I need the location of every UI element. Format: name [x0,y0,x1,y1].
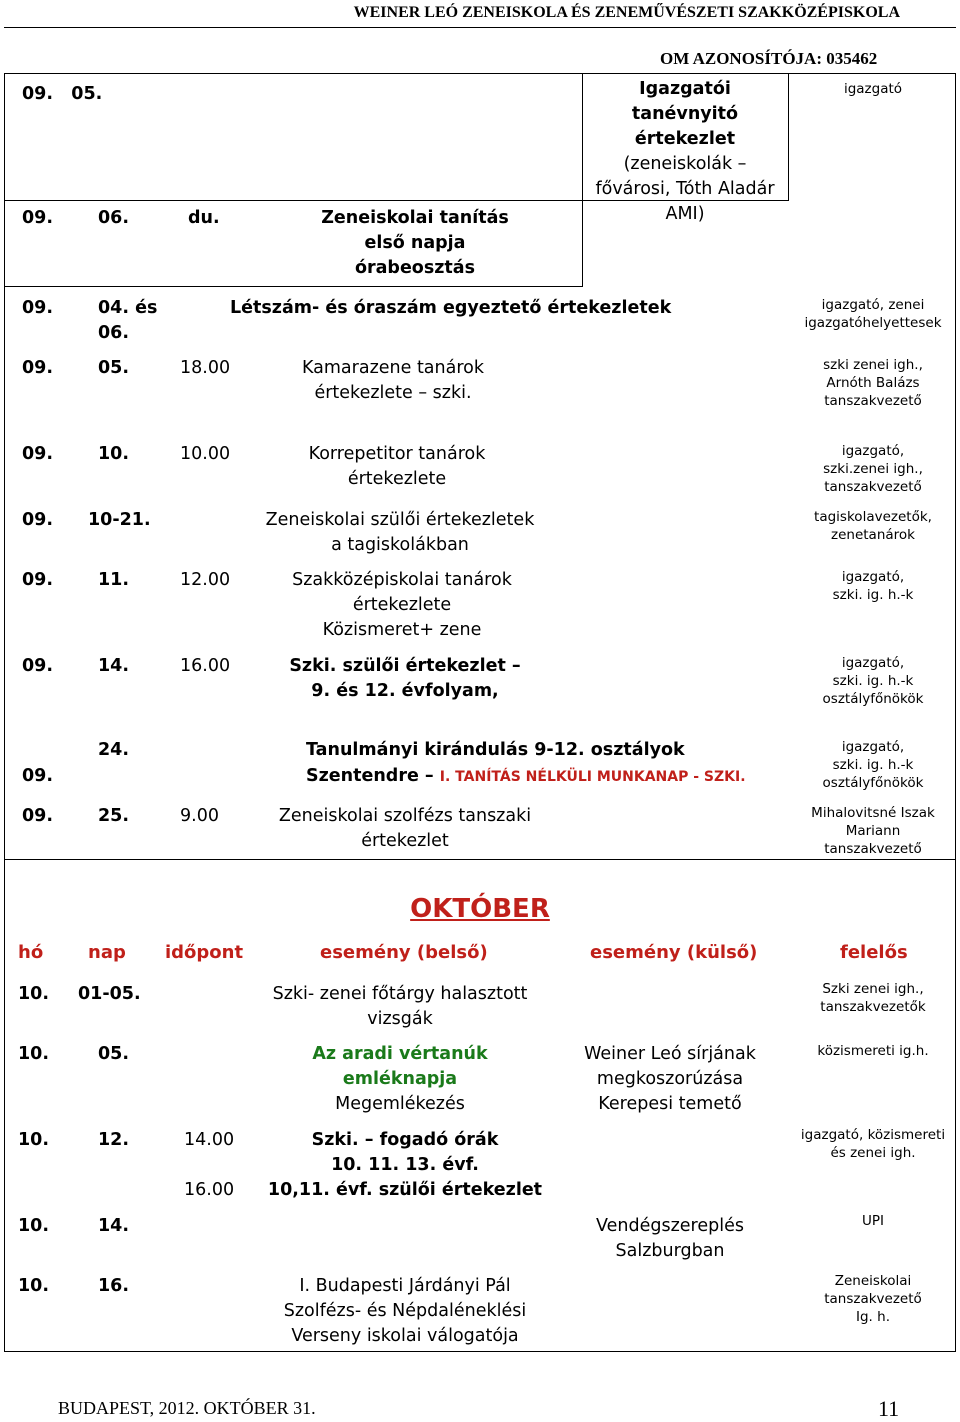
time: 16.00 [184,1180,235,1200]
responsible: igazgató, szki. ig. h.-k osztályfőnökök [822,655,924,707]
responsible: tagiskolavezetők, zenetanárok [814,509,932,543]
date-month: 09. [22,208,54,228]
month-title: OKTÓBER [410,894,550,924]
internal-event: Az aradi vértanúk emléknapja Megemlékezés [312,1044,488,1114]
oct-border-left [4,859,5,1352]
responsible: szki zenei igh., Arnóth Balázs tanszakvezető [823,357,923,409]
date-month: 10. [18,1130,50,1150]
header-felelos: felelős [840,942,908,963]
internal-event: Létszám- és óraszám egyeztető értekezletek [230,298,672,318]
header-rule [4,27,956,28]
internal-event: Korrepetitor tanárok értekezlete [308,444,486,489]
date-day: 05. [98,1044,130,1064]
time: 18.00 [180,358,231,378]
responsible: igazgató, szki. ig. h.-k osztályfőnökök [822,739,924,791]
date-day: 25. [98,806,130,826]
internal-event: Zeneiskolai szolfézs tanszaki értekezlet [278,806,532,851]
date: 09. 05. [22,84,103,104]
internal-event: Szakközépiskolai tanárok értekezlete Közismeret+ zene [292,570,512,640]
responsible: UPI [861,1213,884,1229]
date-month: 10. [18,1216,50,1236]
date-day: 14. [98,1216,130,1236]
internal-event: Zeneiskolai tanítás első napja órabeosztás [321,208,509,278]
internal-event: I. Budapesti Járdányi Pál Szolfézs- és Népdaléneklési Verseny iskolai válogatója [283,1276,527,1346]
external-event: Vendégszereplés Salzburgban [596,1216,744,1261]
date-day: 16. [98,1276,130,1296]
responsible: Mihalovitsné Iszak Mariann tanszakvezető [811,805,935,857]
internal-event: Szki. – fogadó órák 10. 11. 13. évf. 10,11. évf. szülői értekezlet [267,1130,543,1200]
date-day: 05. [98,358,130,378]
time: 9.00 [180,806,219,826]
date-month: 09. [22,766,54,786]
responsible: igazgató, közismereti és zenei igh. [800,1127,946,1161]
date-day: 06. [98,208,130,228]
header-belso: esemény (belső) [320,942,488,963]
footer-place-date: BUDAPEST, 2012. OKTÓBER 31. [58,1398,316,1418]
date-day: 12. [98,1130,130,1150]
internal-event: Szki- zenei főtárgy halasztott vizsgák [272,984,528,1029]
col-divider [788,73,789,201]
date-month: 09. [22,298,54,318]
date-month: 09. [22,510,54,530]
date-day: 10-21. [88,510,151,530]
internal-event: Tanulmányi kirándulás 9-12. osztályok [306,740,685,760]
date-month: 10. [18,1276,50,1296]
internal-event-location: Szentendre – I. TANÍTÁS NÉLKÜLI MUNKANAP - SZKI. [306,766,746,786]
internal-event: Kamarazene tanárok értekezlete – szki. [301,358,484,403]
header-kulso: esemény (külső) [590,942,758,963]
external-event: Igazgatói tanévnyitó értekezlet (zeneiskolák – fővárosi, Tóth Aladár AMI) [595,79,775,224]
table-border-top [4,73,956,74]
date-month: 09. [22,806,54,826]
oct-border-bottom [4,1351,956,1352]
date-month: 09. [22,444,54,464]
date-day: 11. [98,570,130,590]
row-divider [4,286,583,287]
date-day: 01-05. [78,984,141,1004]
time: 12.00 [180,570,231,590]
responsible: igazgató, szki. ig. h.-k [832,569,914,603]
time: 10.00 [180,444,231,464]
date-month: 10. [18,984,50,1004]
date-day: 24. [98,740,130,760]
responsible: igazgató, zenei igazgatóhelyettesek [804,297,942,331]
internal-event: Szki. szülői értekezlet – 9. és 12. évfolyam, [289,656,521,701]
header-nap: nap [88,942,126,963]
table-border-left [4,73,5,860]
col-divider [582,73,583,287]
page-number: 11 [878,1396,900,1421]
date-month: 10. [18,1044,50,1064]
responsible: igazgató, szki.zenei igh., tanszakvezető [823,443,923,495]
date-day: 10. [98,444,130,464]
responsible: közismereti ig.h. [817,1043,929,1059]
date-day: 04. és 06. [98,298,158,343]
school-name: WEINER LEÓ ZENEISKOLA ÉS ZENEMŰVÉSZETI SZAKKÖZÉPISKOLA [353,4,900,21]
header-idopont: időpont [165,942,244,963]
external-event: Weiner Leó sírjának megkoszorúzása Kerepesi temető [584,1044,756,1114]
table-border-bottom [4,859,956,860]
time: 16.00 [180,656,231,676]
responsible: Zeneiskolai tanszakvezető Ig. h. [824,1273,922,1325]
responsible: Szki zenei igh., tanszakvezetők [820,981,926,1015]
responsible: igazgató [843,81,903,97]
time: du. [188,208,220,228]
date-day: 14. [98,656,130,676]
internal-event: Zeneiskolai szülői értekezletek a tagiskolákban [265,510,535,555]
date-month: 09. [22,358,54,378]
date-month: 09. [22,656,54,676]
om-id: OM AZONOSÍTÓJA: 035462 [660,49,878,68]
date-month: 09. [22,570,54,590]
time: 14.00 [184,1130,235,1150]
header-ho: hó [18,942,44,963]
